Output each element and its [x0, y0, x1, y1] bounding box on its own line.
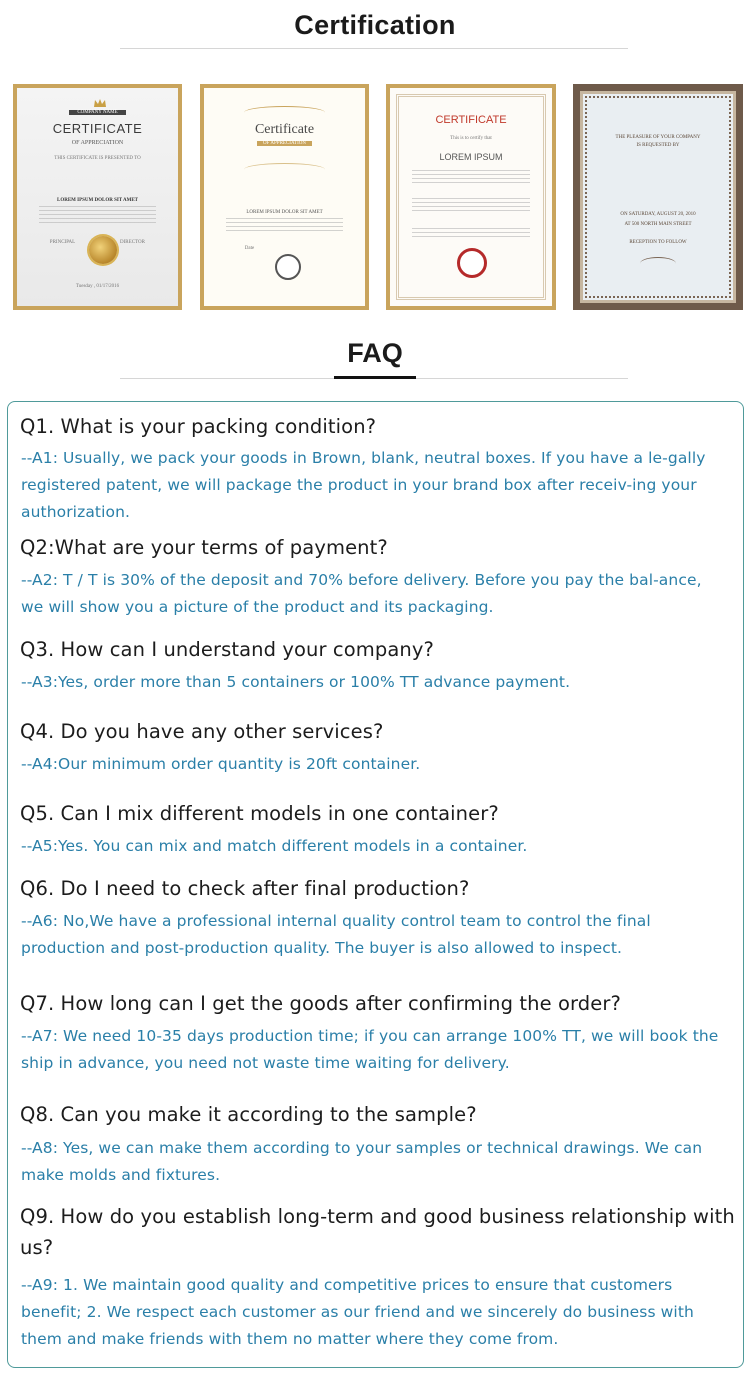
cert2-text-lines [226, 218, 343, 234]
gold-seal-icon [89, 236, 117, 264]
faq-question-2: Q2:What are your terms of payment? [20, 536, 388, 559]
certificate-image-3 [386, 84, 556, 310]
faq-question-7: Q7. How long can I get the goods after confirming the order? [20, 992, 621, 1015]
faq-question-8: Q8. Can you make it according to the sample? [20, 1103, 477, 1126]
faq-answer-7: --A7: We need 10-35 days production time; if you can arrange 100% TT, we will book the ship in advance, you need not waste time waiting for delivery. [21, 1027, 719, 1072]
cert2-title: Certificate [254, 122, 315, 137]
faq-question-5: Q5. Can I mix different models in one container? [20, 802, 499, 825]
certification-divider [120, 48, 628, 49]
cert1-subtitle: OF APPRECIATION [71, 140, 124, 146]
cert3-title: CERTIFICATE [435, 114, 507, 126]
faq-answer-8: --A8: Yes, we can make them according to your samples or technical drawings. We can make molds and fixtures. [21, 1139, 703, 1184]
cert4-line1: THE PLEASURE OF YOUR COMPANY [615, 135, 701, 140]
cert1-date: Tuesday , 01/17/2016 [75, 284, 120, 289]
cert4-line2: IS REQUESTED BY [636, 143, 680, 148]
certificate-image-4 [573, 84, 743, 310]
cert1-presented: THIS CERTIFICATE IS PRESENTED TO [54, 156, 141, 161]
cert3-text-lines [412, 228, 530, 238]
faq-question-9: Q9. How do you establish long-term and good business relationship with us? [20, 1205, 735, 1259]
cert3-text-lines [412, 170, 530, 186]
cert4-line3: ON SATURDAY, AUGUST 20, 2010 [620, 212, 696, 217]
faq-answer-4: --A4:Our minimum order quantity is 20ft container. [21, 755, 421, 773]
flourish-ornament [244, 163, 325, 176]
cert1-sig-right: DIRECTOR [120, 240, 145, 245]
flourish-ornament [244, 106, 325, 119]
faq-box [7, 401, 744, 1368]
faq-answer-1: --A1: Usually, we pack your goods in Brown, blank, neutral boxes. If you have a le-gally registered patent, we will package the product in your brand box after receiv-ing your authorization. [21, 449, 706, 521]
cert1-title: CERTIFICATE [52, 121, 143, 136]
cert3-name: LOREM IPSUM [439, 152, 503, 162]
faq-question-4: Q4. Do you have any other services? [20, 720, 384, 743]
seal-icon [275, 254, 301, 280]
cert4-line4: AT 500 NORTH MAIN STREET [624, 222, 692, 227]
cert4-line5: RECEPTION TO FOLLOW [629, 240, 687, 245]
cert1-text-lines [39, 206, 156, 226]
cert2-name: LOREM IPSUM DOLOR SIT AMET [246, 210, 323, 215]
cert1-name: LOREM IPSUM DOLOR SIT AMET [56, 198, 139, 203]
faq-answer-5: --A5:Yes. You can mix and match different models in a container. [21, 837, 528, 855]
certification-title: Certification [294, 10, 456, 40]
cert2-subtitle: OF APPRECIATION [257, 141, 312, 146]
faq-title: FAQ [347, 338, 403, 368]
flourish-ornament [640, 257, 676, 270]
crown-icon [93, 98, 107, 108]
faq-answer-6: --A6: No,We have a professional internal quality control team to control the final production and post-production quality. The buyer is also allowed to inspect. [21, 912, 651, 957]
faq-question-6: Q6. Do I need to check after final production? [20, 877, 470, 900]
faq-question-3: Q3. How can I understand your company? [20, 638, 434, 661]
cert3-text-lines [412, 198, 530, 212]
certificate-image-1 [13, 84, 182, 310]
red-seal-icon [457, 248, 487, 278]
faq-answer-9: --A9: 1. We maintain good quality and competitive prices to ensure that customers benefit; 2. We respect each customer as our friend and we sincerely do business with them and make friends with them no matter where they come from. [21, 1276, 694, 1348]
cert2-date-label: Date [244, 246, 255, 251]
faq-title-underline [334, 376, 416, 379]
faq-answer-2: --A2: T / T is 30% of the deposit and 70% before delivery. Before you pay the bal-ance, we will show you a picture of the product and its packaging. [21, 571, 702, 616]
cert1-sig-left: PRINCIPAL [49, 240, 76, 245]
faq-answer-3: --A3:Yes, order more than 5 containers or 100% TT advance payment. [21, 673, 571, 691]
faq-question-1: Q1. What is your packing condition? [20, 415, 377, 438]
cert3-intro: This is to certify that [450, 136, 492, 141]
cert1-company: COMPANY NAME [69, 110, 125, 115]
certificate-image-2 [200, 84, 369, 310]
